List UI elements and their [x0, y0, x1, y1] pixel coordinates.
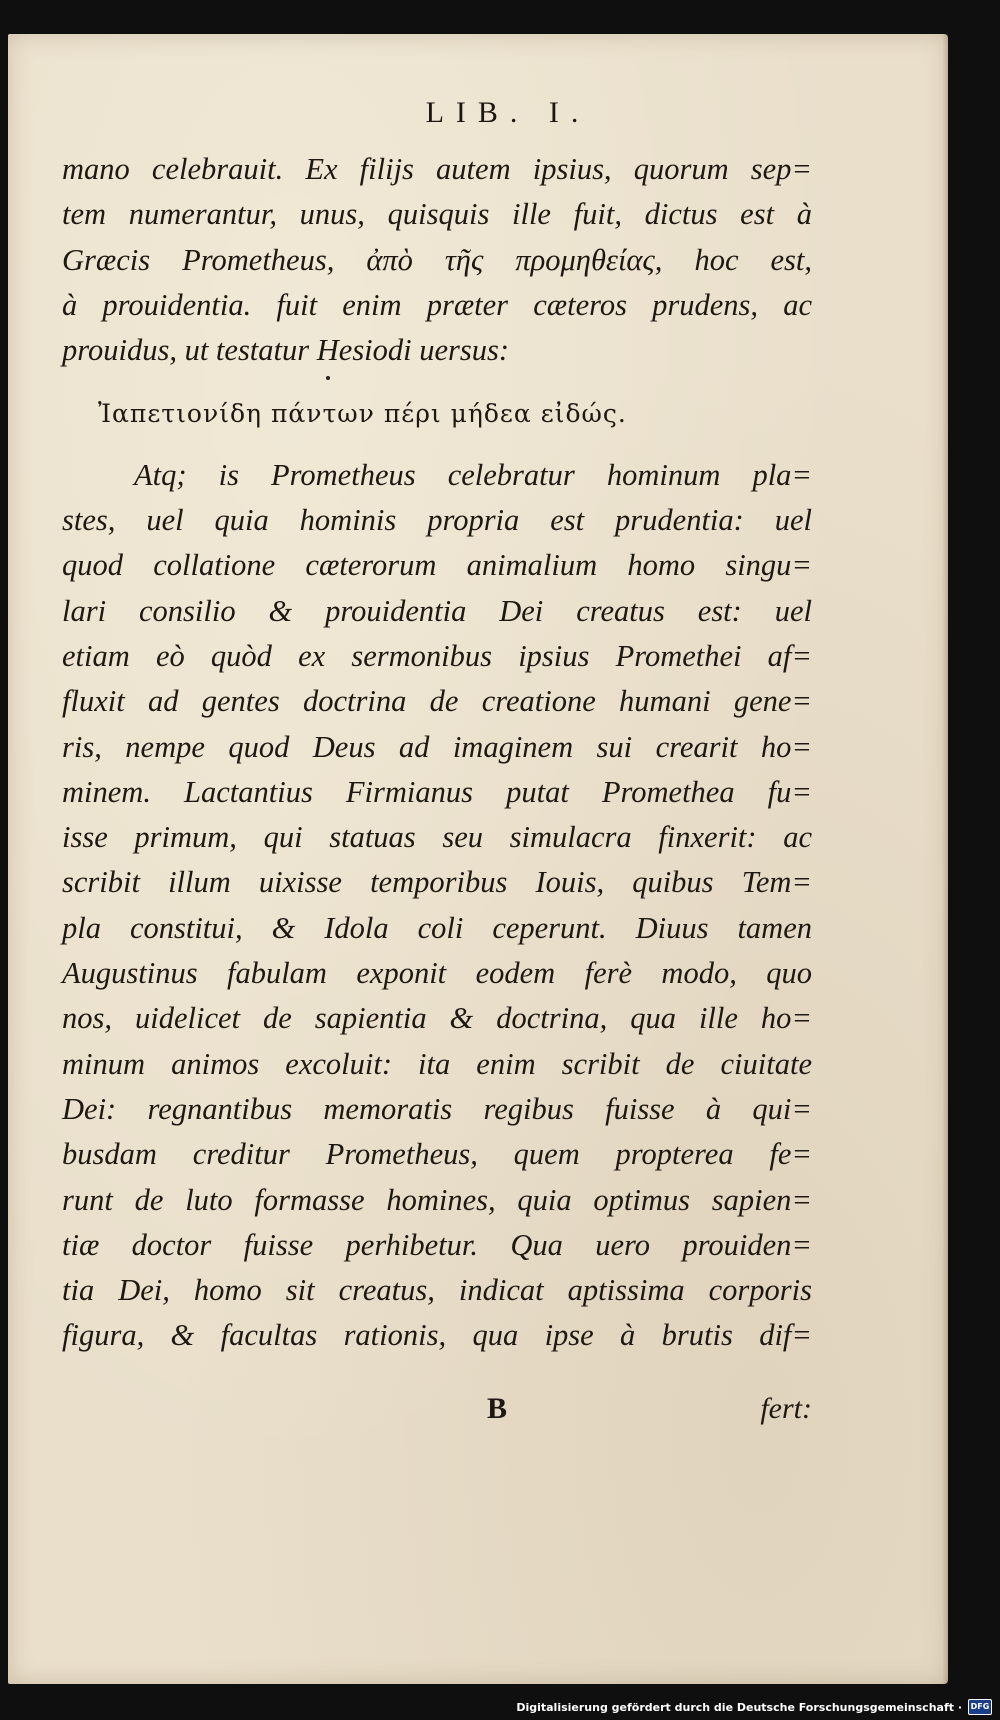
greek-verse-quote: Ἰαπετιονίδη πάντων πέρι μήδεα εἰδώς. [98, 399, 627, 429]
catchword: fert: [760, 1392, 812, 1425]
text-line: minum animos excoluit: ita enim scribit de ciuitate [62, 1046, 812, 1081]
signature-mark: B [487, 1392, 508, 1425]
book-page [8, 34, 948, 1684]
running-head: LIB. I. [425, 96, 591, 129]
text-line: Græcis Prometheus, ἀπὸ τῆς προμηθείας, hoc est, [62, 242, 812, 277]
text-line: tia Dei, homo sit creatus, indicat aptissima corporis [62, 1273, 812, 1308]
body-text [62, 147, 812, 1359]
text-line: scribit illum uixisse temporibus Iouis, quibus Tem= [62, 865, 812, 900]
text-line: stes, uel quia hominis propria est prudentia: uel [62, 503, 812, 538]
text-line: figura, & facultas rationis, qua ipse à brutis dif= [62, 1318, 812, 1353]
page-edge-shadow [942, 34, 948, 1684]
ink-speck [326, 376, 330, 380]
text-line: etiam eò quòd ex sermonibus ipsius Promethei af= [62, 638, 812, 673]
text-line: isse primum, qui statuas seu simulacra finxerit: ac [62, 820, 812, 855]
text-line: nos, uidelicet de sapientia & doctrina, qua ille ho= [62, 1001, 812, 1036]
text-line: tiæ doctor fuisse perhibetur. Qua uero prouiden= [62, 1227, 812, 1262]
text-line: Augustinus fabulam exponit eodem ferè modo, quo [62, 956, 812, 991]
text-line: fluxit ad gentes doctrina de creatione humani gene= [62, 684, 812, 719]
text-line: quod collatione cæterorum animalium homo singu= [62, 548, 812, 583]
text-line: runt de luto formasse homines, quia optimus sapien= [62, 1182, 812, 1217]
text-line: ris, nempe quod Deus ad imaginem sui crearit ho= [62, 729, 812, 764]
page-foot [62, 1392, 812, 1440]
text-line: busdam creditur Prometheus, quem propterea fe= [62, 1137, 812, 1172]
text-line: tem numerantur, unus, quisquis ille fuit, dictus est à [62, 197, 812, 232]
paragraph-first-line: Atq; is Prometheus celebratur hominum pla= [134, 457, 812, 492]
dfg-logo-icon: DFG [968, 1699, 992, 1715]
text-line: pla constitui, & Idola coli ceperunt. Diuus tamen [62, 910, 812, 945]
text-line: prouidus, ut testatur Hesiodi uersus: [62, 333, 510, 368]
text-line: à prouidentia. fuit enim præter cæteros prudens, ac [62, 287, 812, 322]
digitization-credit [516, 1697, 992, 1717]
text-line: lari consilio & prouidentia Dei creatus est: uel [62, 593, 812, 628]
text-line: mano celebrauit. Ex filijs autem ipsius, quorum sep= [62, 152, 812, 186]
text-line: minem. Lactantius Firmianus putat Promethea fu= [62, 774, 812, 809]
text-line: Dei: regnantibus memoratis regibus fuisse à qui= [62, 1091, 812, 1126]
credit-text: Digitalisierung gefördert durch die Deutsche Forschungsgemeinschaft · [516, 1700, 962, 1714]
